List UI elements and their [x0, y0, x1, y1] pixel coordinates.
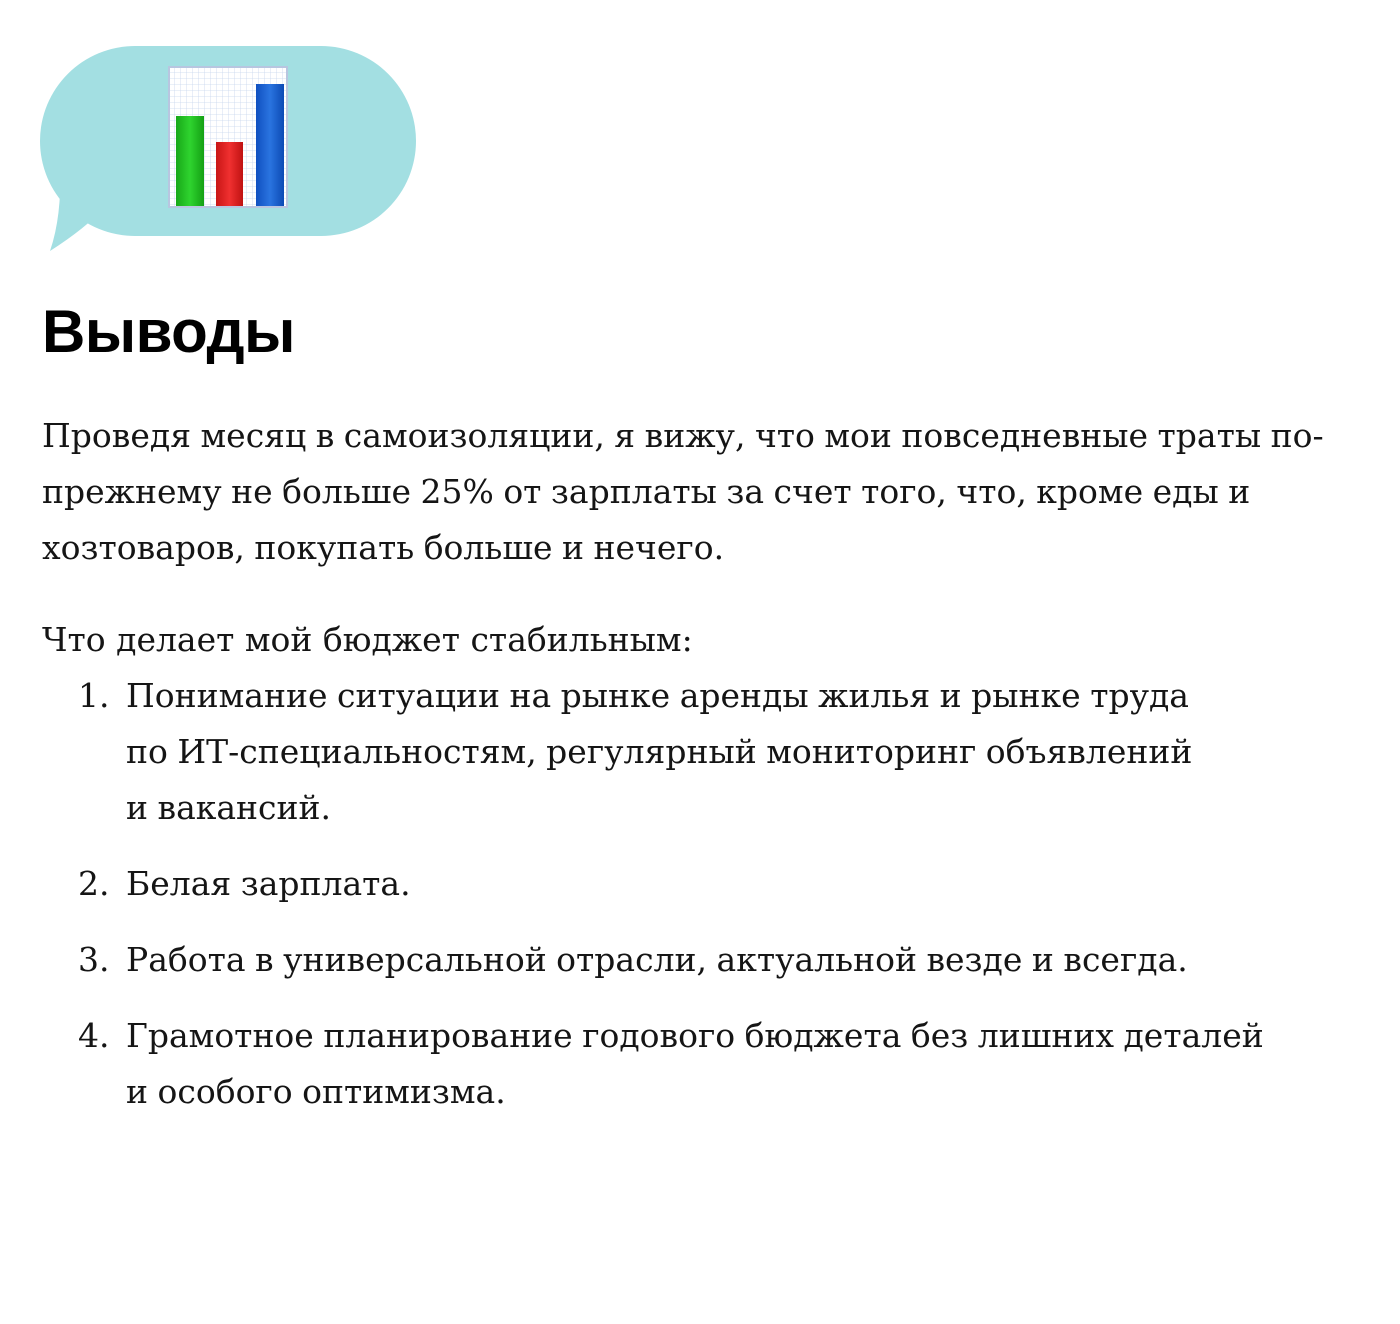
chart-bar-red	[216, 142, 243, 206]
chart-bar-green	[176, 116, 204, 206]
list-item-line: Белая зарплата.	[126, 864, 411, 903]
list-intro: Что делает мой бюджет стабильным:	[42, 620, 693, 659]
list-item-number: 3.	[78, 940, 110, 979]
list-item-line: Понимание ситуации на рынке аренды жилья и рынке труда	[126, 676, 1189, 715]
list-item-number: 1.	[78, 676, 110, 715]
list-item	[42, 856, 1342, 912]
list-item	[42, 1008, 1342, 1120]
list-item-line: Работа в универсальной отрасли, актуальной везде и всегда.	[126, 940, 1188, 979]
list-item-number: 2.	[78, 864, 110, 903]
list-item-line: по ИТ-специальностям, регулярный мониторинг объявлений	[126, 732, 1193, 771]
list-item	[42, 668, 1342, 836]
bar-chart-icon	[168, 66, 288, 208]
stability-list	[42, 668, 1342, 1140]
list-item-line: и вакансий.	[126, 788, 331, 827]
speech-bubble	[40, 46, 420, 251]
chart-bar-blue	[256, 84, 284, 206]
page-title: Выводы	[42, 298, 295, 365]
list-item-line: Грамотное планирование годового бюджета без лишних деталей	[126, 1016, 1264, 1055]
list-item-number: 4.	[78, 1016, 110, 1055]
list-item-line: и особого оптимизма.	[126, 1072, 506, 1111]
list-item	[42, 932, 1342, 988]
summary-paragraph: Проведя месяц в самоизоляции, я вижу, что мои повседневные траты по-прежнему не больше 25% от зарплаты за счет того, что, кроме еды и хозтоваров, покупать больше и нечего.	[42, 416, 1324, 567]
